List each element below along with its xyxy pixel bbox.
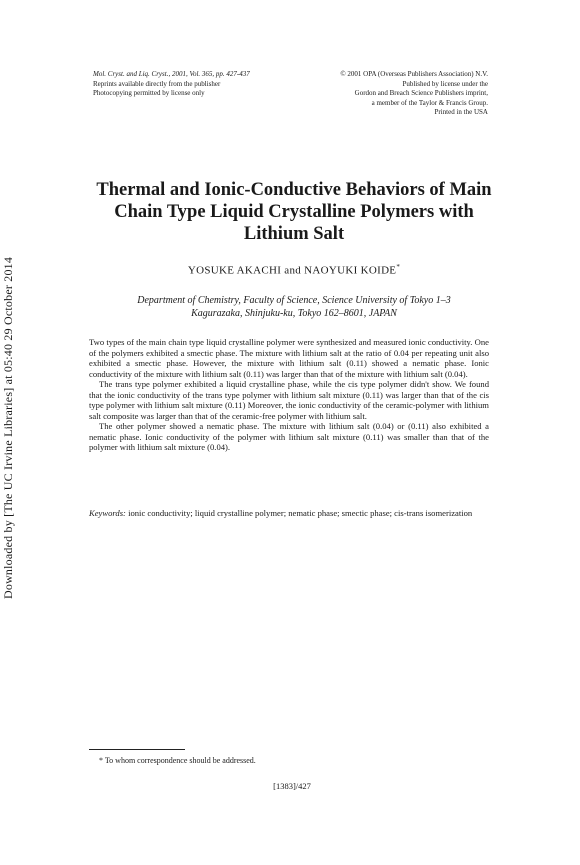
keywords-label: Keywords: [89, 508, 126, 518]
abstract [89, 337, 489, 453]
paper-title: Thermal and Ionic-Conductive Behaviors of Main Chain Type Liquid Crystalline Polymers with Lithium Salt [96, 180, 492, 244]
keywords [89, 508, 489, 519]
affiliation [92, 294, 496, 320]
photocopy-note: Photocopying permitted by license only [93, 89, 205, 97]
keywords-list: ionic conductivity; liquid crystalline polymer; nematic phase; smectic phase; cis-trans isomerization [128, 508, 473, 518]
abstract-paragraph-3: The other polymer showed a nematic phase. The mixture with lithium salt (0.04) or (0.11) also exhibited a nematic phase. Ionic conductivity of the polymer with lithium salt mixture (0.11) was smaller than that of the polymer with lithium salt mixture (0.04). [89, 421, 489, 453]
footnote-rule [89, 749, 185, 750]
printed-line: Printed in the USA [434, 108, 488, 116]
correspondence-footnote: * To whom correspondence should be addressed. [99, 756, 256, 765]
reprints-note: Reprints available directly from the publisher [93, 79, 221, 88]
journal-header-right [300, 70, 488, 118]
imprint-line: Gordon and Breach Science Publishers imprint, [354, 89, 488, 97]
authors: YOSUKE AKACHI and NAOYUKI KOIDE [187, 264, 397, 277]
journal-header-left [93, 70, 323, 99]
author-line [80, 263, 508, 277]
download-watermark: Downloaded by [The UC Irvine Libraries] at 05:40 29 October 2014 [1, 256, 15, 600]
affiliation-line-2: Kagurazaka, Shinjuku-ku, Tokyo 162–8601, JAPAN [191, 308, 397, 319]
publisher-group-line: a member of the Taylor & Francis Group. [371, 98, 488, 107]
journal-citation: Mol. Cryst. and Liq. Cryst., 2001, Vol. 365, pp. 427-437 [93, 70, 250, 78]
affiliation-line-1: Department of Chemistry, Faculty of Science, Science University of Tokyo 1–3 [137, 295, 451, 306]
license-line: Published by license under the [402, 79, 488, 88]
abstract-paragraph-1: Two types of the main chain type liquid crystalline polymer were synthesized and measured ionic conductivity. One of the polymers exhibited a smectic phase. The mixture with lithium salt at the ratio of 0.04 per repeating unit also exhibited a smectic phase. However, the mixture with lithium salt (0.11) showed a nematic phase. Ionic conductivity of the mixture with lithium salt (0.11) was larger than that of the mixture with lithium salt (0.04). [89, 337, 489, 379]
abstract-paragraph-2: The trans type polymer exhibited a liquid crystalline phase, while the cis type polymer didn't show. We found that the ionic conductivity of the trans type polymer with lithium salt mixture (0.11) was larger than that of the cis type polymer with lithium salt mixture (0.11) Moreover, the ionic conductivity of the ceramic-polymer with lithium salt composite was larger than that of the ceramic-free polymer with lithium salt. [89, 379, 489, 421]
page-number: [1383]/427 [273, 781, 311, 791]
corresponding-author-mark: * [396, 263, 401, 271]
copyright-line: © 2001 OPA (Overseas Publishers Association) N.V. [340, 70, 488, 78]
